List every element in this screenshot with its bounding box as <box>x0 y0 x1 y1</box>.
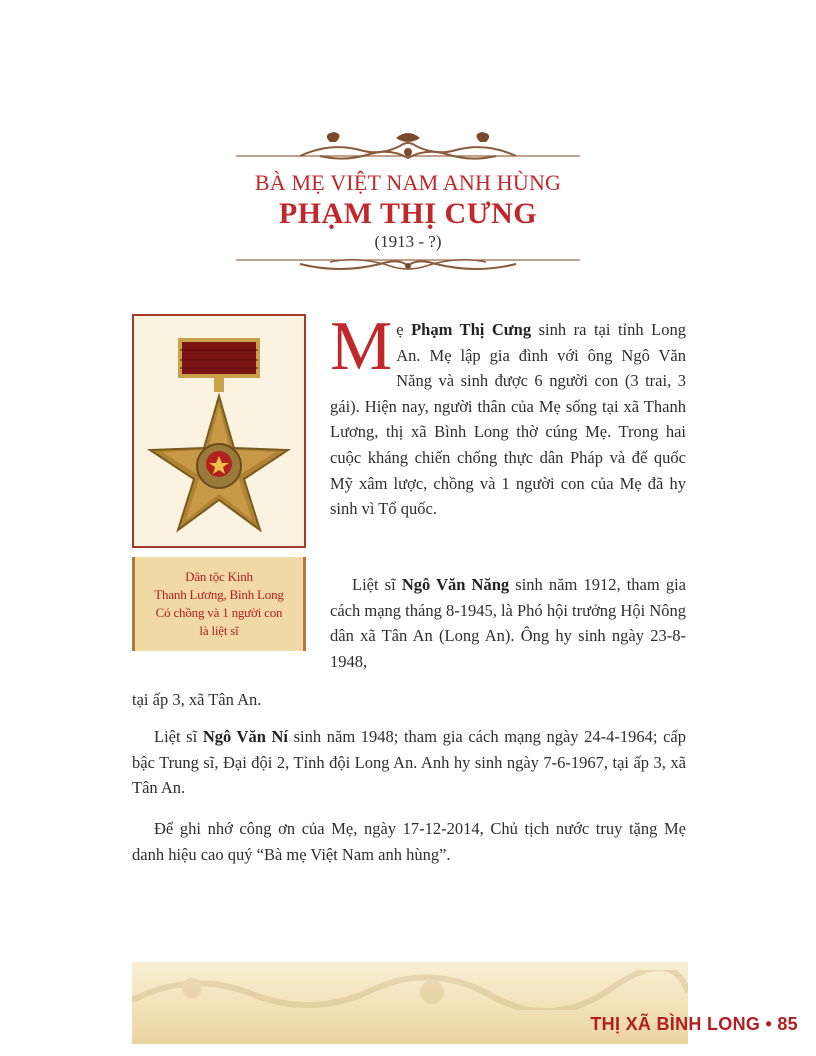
husband-tail: tại ấp 3, xã Tân An. <box>132 690 262 709</box>
intro-rest: sinh ra tại tỉnh Long An. Mẹ lập gia đình với ông Ngô Văn Năng và sinh được 6 người con (3 trai, 3 gái). Hiện nay, người thân của Mẹ sống tại xã Thanh Lương, thị xã Bình Long thờ cúng Mẹ. Trong hai cuộc kháng chiến chống thực dân Pháp và đế quốc Mỹ xâm lược, chồng và 1 người con của Mẹ đã hy sinh vì Tổ quốc. <box>330 320 686 519</box>
caption-line: Dân tộc Kinh <box>185 569 253 584</box>
son-rest: sinh năm 1948; tham gia cách mạng ngày 24-4-1964; cấp bậc Trung sĩ, Đại đội 2, Tỉnh đội Long An. Anh hy sinh ngày 7-6-1967, tại ấp 3, xã Tân An. <box>132 727 686 798</box>
intro-name: Phạm Thị Cưng <box>411 320 532 339</box>
son-pre: Liệt sĩ <box>154 727 203 746</box>
heading-subtitle: BÀ MẸ VIỆT NAM ANH HÙNG <box>254 170 562 195</box>
caption-line: Có chồng và 1 người con <box>155 605 283 620</box>
photo-caption <box>132 557 306 651</box>
son-name: Ngô Văn Ní <box>202 727 289 746</box>
caption-line: Thanh Lương, Bình Long <box>154 587 284 602</box>
paragraph-intro <box>330 308 686 522</box>
husband-pre: Liệt sĩ <box>352 575 402 594</box>
paragraph-son <box>132 724 686 801</box>
bottom-ornament <box>0 250 816 278</box>
page-footer-label: THỊ XÃ BÌNH LONG • 85 <box>590 1014 798 1034</box>
husband-rest: sinh năm 1912, tham gia cách mạng tháng 8-1945, là Phó hội trưởng Hội Nông dân xã Tân An (Long An). Ông hy sinh ngày 23-8-1948, <box>330 575 686 671</box>
husband-name: Ngô Văn Năng <box>401 575 510 594</box>
intro-pre: ẹ <box>396 320 412 339</box>
top-ornament <box>0 128 816 172</box>
medal-photo <box>132 314 306 548</box>
paragraph-honor: Để ghi nhớ công ơn của Mẹ, ngày 17-12-2014, Chủ tịch nước truy tặng Mẹ danh hiệu cao quý “Bà mẹ Việt Nam anh hùng”. <box>132 819 686 864</box>
heading-years: (1913 - ?) <box>374 232 442 251</box>
footer-decoration <box>132 970 688 1010</box>
paragraph-husband <box>330 572 686 674</box>
caption-line: là liệt sĩ <box>199 623 239 638</box>
medal-image <box>134 316 304 546</box>
heading-name: PHẠM THỊ CƯNG <box>278 197 538 230</box>
drop-cap: M <box>330 308 393 385</box>
